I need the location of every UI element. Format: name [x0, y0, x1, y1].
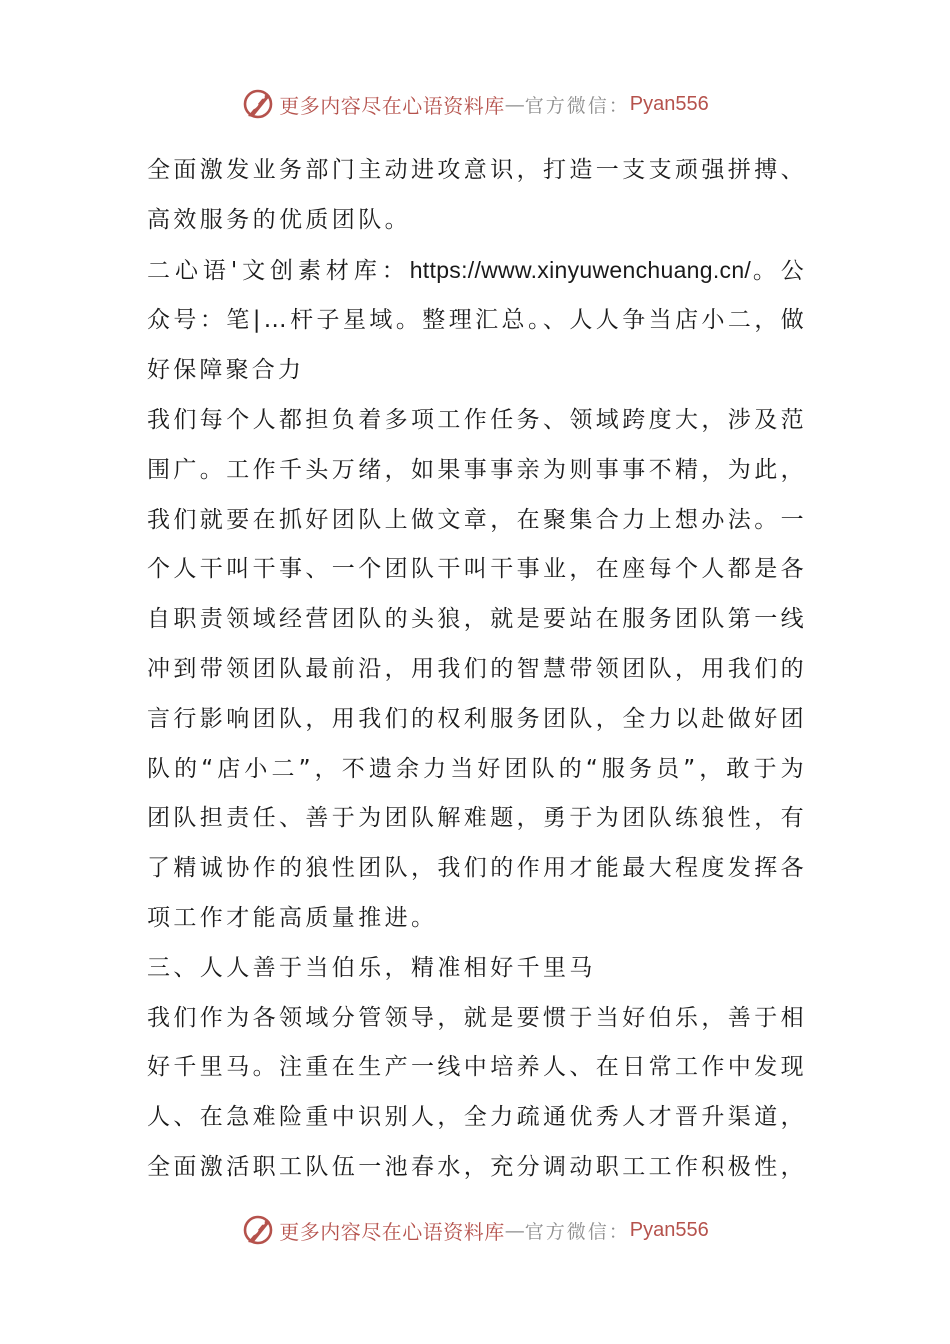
footer-banner-text: 更多内容尽在心语资料库	[279, 1219, 505, 1244]
paragraph-talent-body: 我们作为各领域分管领导，就是要惯于当好伯乐，善于相好千里马。注重在生产一线中培养人、在日常工作中发现人、在急难险重中识别人，全力疏通优秀人才晋升渠道，全面激活职工队伍一池春水，充分调动职工工作积极性，	[147, 1004, 807, 1180]
paragraph-intro: 全面激发业务部门主动进攻意识，打造一支支顽强拼搏、高效服务的优质团队。	[147, 157, 807, 233]
footer-wechat-id: Pyan556	[629, 1218, 709, 1241]
header-banner	[0, 84, 950, 124]
footer-official-label: 官方微信：	[524, 1220, 630, 1243]
quill-logo-icon	[241, 87, 275, 121]
section-three-heading: 三、人人善于当伯乐，精准相好千里马	[147, 954, 596, 981]
footer-separator: —	[504, 1218, 525, 1242]
document-body	[147, 146, 807, 1193]
header-banner-text: 更多内容尽在心语资料库	[279, 93, 505, 118]
quill-logo-icon	[241, 1213, 275, 1247]
footer-banner	[0, 1210, 950, 1250]
section-two-prefix: 二心语'文创素材库：	[147, 257, 410, 284]
header-wechat-id: Pyan556	[629, 92, 709, 115]
header-official-label: 官方微信：	[524, 94, 630, 117]
paragraph-section-two	[147, 246, 807, 396]
section-two-heading: 。公众号：笔|…杆子星域。整理汇总。、人人争当店小二，做好保障聚合力	[147, 257, 808, 384]
header-separator: —	[504, 92, 525, 116]
source-url-link[interactable]: https://www.xinyuwenchuang.cn/	[409, 256, 752, 283]
paragraph-team-body: 我们每个人都担负着多项工作任务、领域跨度大，涉及范围广。工作千头万绪，如果事事亲为则事事不精，为此，我们就要在抓好团队上做文章，在聚集合力上想办法。一个人干叫干事、一个团队干叫干事业，在座每个人都是各自职责领域经营团队的头狼，就是要站在服务团队第一线冲到带领团队最前沿，用我们的智慧带领团队，用我们的言行影响团队，用我们的权利服务团队，全力以赴做好团队的“店小二”，不遗余力当好团队的“服务员”，敢于为团队担责任、善于为团队解难题，勇于为团队练狼性，有了精诚协作的狼性团队，我们的作用才能最大程度发挥各项工作才能高质量推进。	[147, 406, 807, 931]
